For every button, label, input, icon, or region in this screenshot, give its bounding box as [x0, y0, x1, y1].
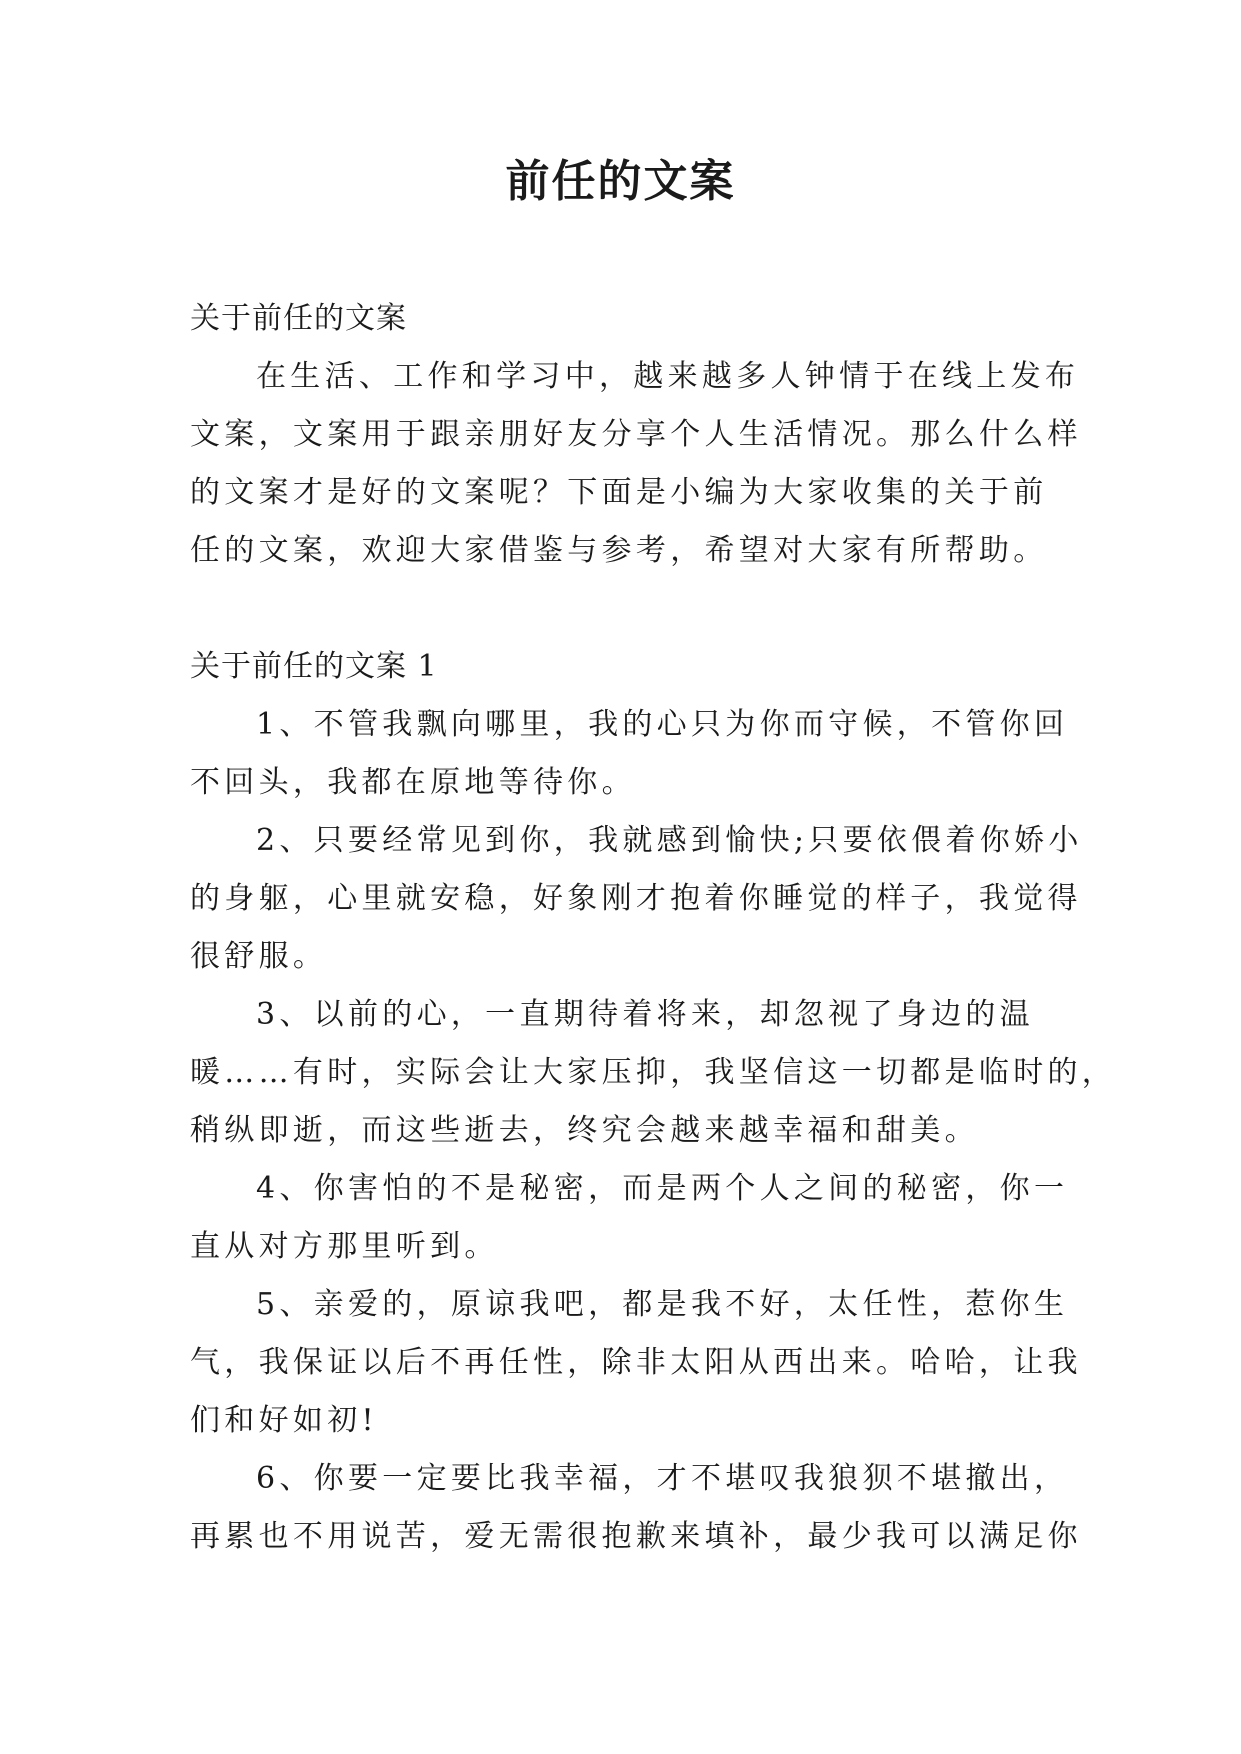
paragraph-line: 的文案才是好的文案呢？下面是小编为大家收集的关于前	[190, 475, 1048, 510]
item-line: 直从对方那里听到。	[190, 1229, 499, 1264]
item-line: 们和好如初!	[190, 1403, 378, 1438]
item-line: 气，我保证以后不再任性，除非太阳从西出来。哈哈，让我	[190, 1345, 1082, 1380]
item-line: 6、你要一定要比我幸福，才不堪叹我狼狈不堪撤出，	[256, 1461, 1069, 1496]
paragraph-line: 文案，文案用于跟亲朋好友分享个人生活情况。那么什么样	[190, 417, 1082, 452]
list-item	[190, 1160, 1069, 1276]
item-line: 3、以前的心，一直期待着将来，却忽视了身边的温	[256, 997, 1034, 1032]
paragraph-line: 任的文案，欢迎大家借鉴与参考，希望对大家有所帮助。	[190, 533, 1048, 568]
paragraph-line: 在生活、工作和学习中，越来越多人钟情于在线上发布	[256, 359, 1080, 394]
list-item	[190, 696, 1069, 812]
document-body	[190, 290, 1117, 1566]
item-line: 5、亲爱的，原谅我吧，都是我不好，太任性，惹你生	[256, 1287, 1069, 1322]
section-spacer	[190, 580, 1050, 638]
document-title: 前任的文案	[505, 156, 736, 207]
item-line: 再累也不用说苦，爱无需很抱歉来填补，最少我可以满足你	[190, 1519, 1082, 1554]
list-item	[190, 1450, 1082, 1566]
list-item	[190, 812, 1083, 986]
item-line: 的身躯，心里就安稳，好象刚才抱着你睡觉的样子，我觉得	[190, 881, 1082, 916]
item-line: 不回头，我都在原地等待你。	[190, 765, 636, 800]
item-line: 1、不管我飘向哪里，我的心只为你而守候，不管你回	[256, 707, 1069, 742]
item-line: 暖……有时，实际会让大家压抑，我坚信这一切都是临时的，	[190, 1055, 1117, 1090]
item-line: 很舒服。	[190, 939, 328, 974]
list-item	[190, 1276, 1082, 1450]
section-heading: 关于前任的文案 1	[190, 649, 438, 684]
intro-heading: 关于前任的文案	[190, 301, 407, 336]
intro-paragraph	[190, 348, 1082, 580]
item-line: 稍纵即逝，而这些逝去，终究会越来越幸福和甜美。	[190, 1113, 979, 1148]
item-line: 4、你害怕的不是秘密，而是两个人之间的秘密，你一	[256, 1171, 1069, 1206]
item-line: 2、只要经常见到你，我就感到愉快;只要依偎着你娇小	[256, 823, 1083, 858]
list-item	[190, 986, 1117, 1160]
